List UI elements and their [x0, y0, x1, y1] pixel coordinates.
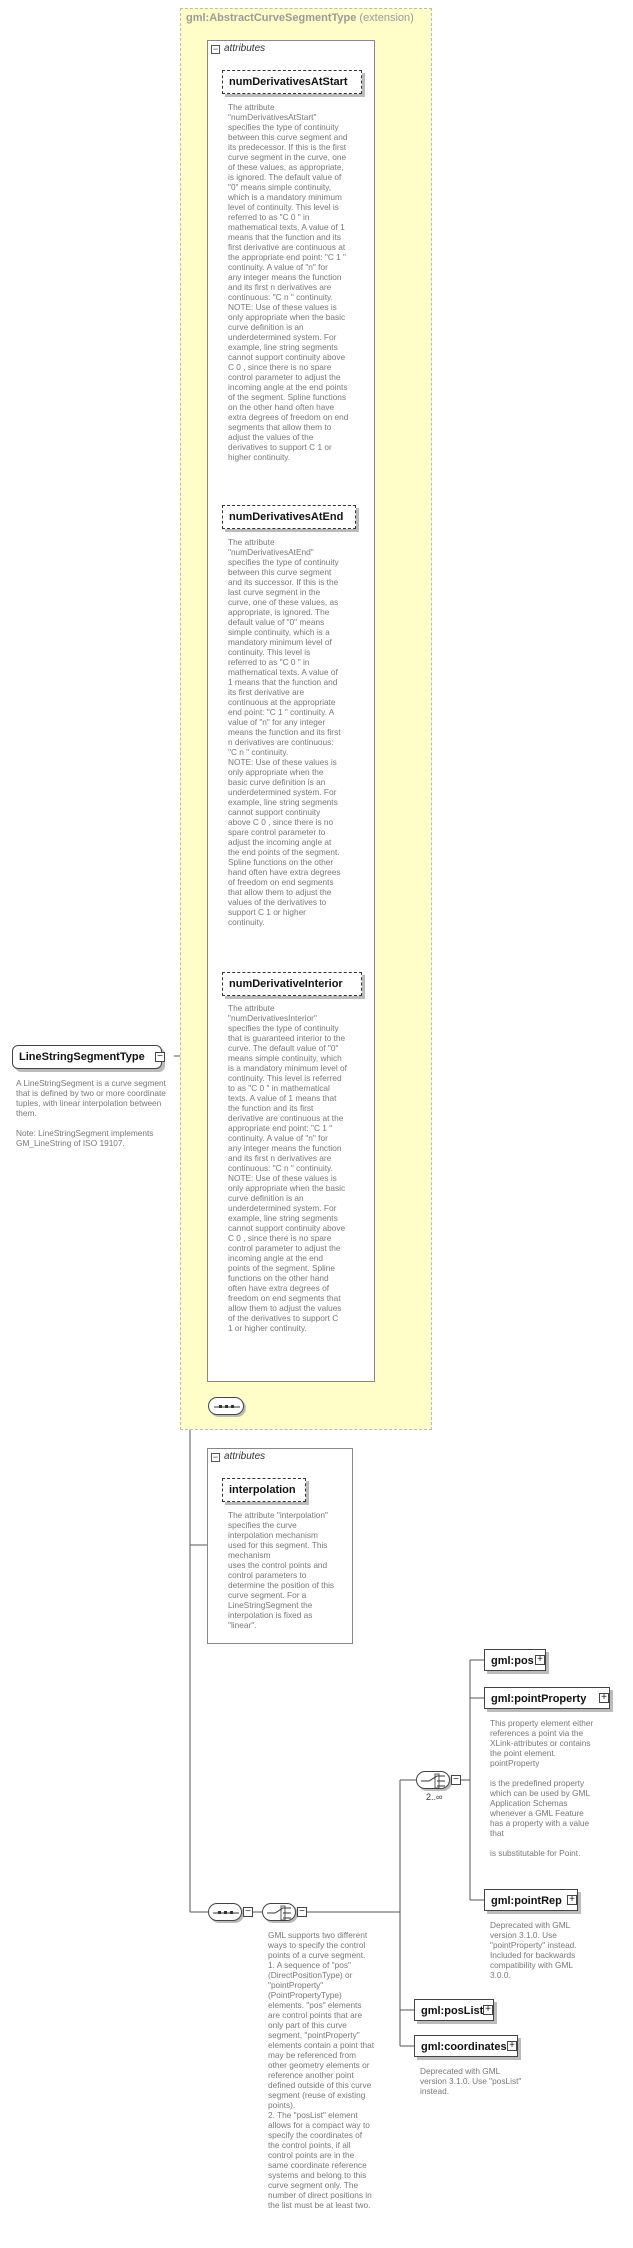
choice-compositor[interactable]: [262, 1903, 296, 1921]
attribute-group-header: attributes: [224, 43, 266, 54]
attribute-description: The attribute "numDerivativesAtEnd" specifies the type of continuity between this curve segment and its successor. If this is the last curve segment in the curve, one of these values, as appropriate, is ignored. The default value of "0" means simple continuity, which is a mandatory minimum level of continuity. This level is referred to as "C 0 " in mathematical texts. A value of 1 means that the function and its first derivative are continuous at the appropriate end point: "C 1 " continuity. A value of "n" for any integer means the function and its first n derivatives are continuous: "C n " continuity. NOTE: Use of these values is only appropriate when the basic curve definition is an underdetermined system. For example, line string segments cannot support continuity above C 0 , since there is no spare control parameter to adjust the incoming angle at the end points of the segment. Spline functions on the other hand often have extra degrees of freedom on end segments that allow them to adjust the values of the derivatives to support C 1 or higher continuity.: [228, 537, 341, 927]
element-description: Deprecated with GML version 3.1.0. Use "posList" instead.: [420, 2066, 522, 2096]
choice-description: GML supports two different ways to specify the control points of a curve segment. 1. A sequence of "pos" (DirectPositionType) or "pointProperty" (PointPropertyType) elements. "pos" elements are control points that are only part of this curve segment, "pointProperty" elements contain a point that may be referenced from other geometry elements or reference another point defined outside of this curve segment (reuse of existing points). 2. The "posList" element allows for a compact way to specify the coordinates of the control points, if all control points are in the same coordinate reference systems and belong to this curve segment only. The number of direct positions in the list must be at least two.: [268, 1930, 375, 2210]
element-gml-pos-list[interactable]: [414, 1999, 494, 2021]
sequence-icon: [209, 1398, 245, 1416]
element-name: gml:pointProperty: [491, 1693, 587, 1705]
element-gml-pos[interactable]: [484, 1649, 546, 1671]
sequence-compositor[interactable]: [208, 1903, 242, 1921]
element-description: This property element either references a point via the XLink-attributes or contains the point element. pointProperty is the predefined property which can be used by GML Application Schemas whenever a GML Feature has a property with a value that is substitutable for Point.: [490, 1718, 594, 1858]
root-collapse-icon[interactable]: −: [155, 1052, 165, 1062]
choice-collapse-icon[interactable]: −: [297, 1907, 307, 1917]
attribute-description: The attribute "interpolation" specifies the curve interpolation mechanism used for this segment. This mechanism uses the control points and control parameters to determine the position of this curve segment. For a LineStringSegment the interpolation is fixed as "linear".: [228, 1510, 335, 1630]
expand-icon[interactable]: +: [599, 1693, 609, 1703]
element-description: Deprecated with GML version 3.1.0. Use "pointProperty" instead. Included for backwards compatibility with GML 3.0.0.: [490, 1920, 577, 1980]
attribute-name: interpolation: [229, 1484, 296, 1496]
attribute-name: numDerivativesAtStart: [229, 76, 348, 88]
element-name: gml:pos: [491, 1655, 534, 1667]
collapse-icon[interactable]: −: [212, 44, 219, 54]
attribute-group-header: attributes: [224, 1451, 266, 1462]
element-name: gml:pointRep: [491, 1895, 562, 1907]
expand-icon[interactable]: +: [535, 1655, 545, 1665]
inner-choice-collapse-icon[interactable]: −: [451, 1775, 461, 1785]
element-gml-point-property[interactable]: [484, 1687, 610, 1709]
root-type-description: A LineStringSegment is a curve segment that is defined by two or more coordinate tuples, with linear interpolation between them. Note: LineStringSegment implements GM_LineString of ISO 19107.: [16, 1078, 166, 1148]
attribute-description: The attribute "numDerivativesAtStart" specifies the type of continuity between this curve segment and its predecessor. If this is the first curve segment in the curve, one of these values, as appropriate, is ignored. The default value of "0" means simple continuity, which is a mandatory minimum level of continuity. This level is referred to as "C 0 " in mathematical texts. A value of 1 means that the function and its first derivative are continuous at the appropriate end point: "C 1 " continuity. A value of "n" for any integer means the function and its first n derivatives are continuous: "C n " continuity. NOTE: Use of these values is only appropriate when the basic curve definition is an underdetermined system. For example, line string segments cannot support continuity above C 0 , since there is no spare control parameter to adjust the incoming angle at the end points of the segment. Spline functions on the other hand often have extra degrees of freedom on end segments that allow them to adjust the values of the derivatives to support C 1 or higher continuity.: [228, 102, 349, 462]
attribute-name: numDerivativeInterior: [229, 978, 343, 990]
extension-name: gml:AbstractCurveSegmentType: [186, 12, 357, 24]
extension-title: [186, 12, 414, 24]
extension-suffix: (extension): [359, 12, 414, 24]
attribute-num-derivatives-at-end[interactable]: [222, 505, 356, 529]
choice-icon: [263, 1904, 297, 1922]
expand-icon[interactable]: +: [507, 2041, 517, 2051]
sequence-collapse-icon[interactable]: −: [243, 1907, 253, 1917]
element-name: gml:posList: [421, 2005, 484, 2017]
attribute-num-derivatives-at-start[interactable]: [222, 70, 362, 94]
collapse-icon[interactable]: −: [212, 1452, 219, 1462]
sequence-compositor[interactable]: [208, 1397, 244, 1415]
attribute-name: numDerivativesAtEnd: [229, 511, 344, 523]
inner-choice-compositor[interactable]: [416, 1771, 450, 1789]
attribute-num-derivative-interior[interactable]: [222, 972, 362, 996]
element-name: gml:coordinates: [421, 2041, 507, 2053]
expand-icon[interactable]: +: [483, 2005, 493, 2015]
expand-icon[interactable]: +: [567, 1895, 577, 1905]
element-gml-coordinates[interactable]: [414, 2035, 518, 2057]
root-type-box[interactable]: [12, 1045, 162, 1069]
root-type-name: LineStringSegmentType: [19, 1051, 145, 1063]
attribute-interpolation[interactable]: [222, 1478, 306, 1502]
choice-icon: [417, 1772, 451, 1790]
sequence-icon: [209, 1904, 243, 1922]
element-gml-point-rep[interactable]: [484, 1889, 578, 1911]
attribute-description: The attribute "numDerivativesInterior" specifies the type of continuity that is guaranteed interior to the curve. The default value of "0" means simple continuity, which is a mandatory minimum level of continuity. This level is referred to as "C 0 " in mathematical texts. A value of 1 means that the function and its first derivative are continuous at the appropriate end point: "C 1 " continuity. A value of "n" for any integer means the function and its first n derivatives are continuous: "C n " continuity. NOTE: Use of these values is only appropriate when the basic curve definition is an underdetermined system. For example, line string segments cannot support continuity above C 0 , since there is no spare control parameter to adjust the incoming angle at the end points of the segment. Spline functions on the other hand often have extra degrees of freedom on end segments that allow them to adjust the values of the derivatives to support C 1 or higher continuity.: [228, 1003, 347, 1333]
inner-choice-multiplicity: 2..∞: [426, 1792, 443, 1802]
